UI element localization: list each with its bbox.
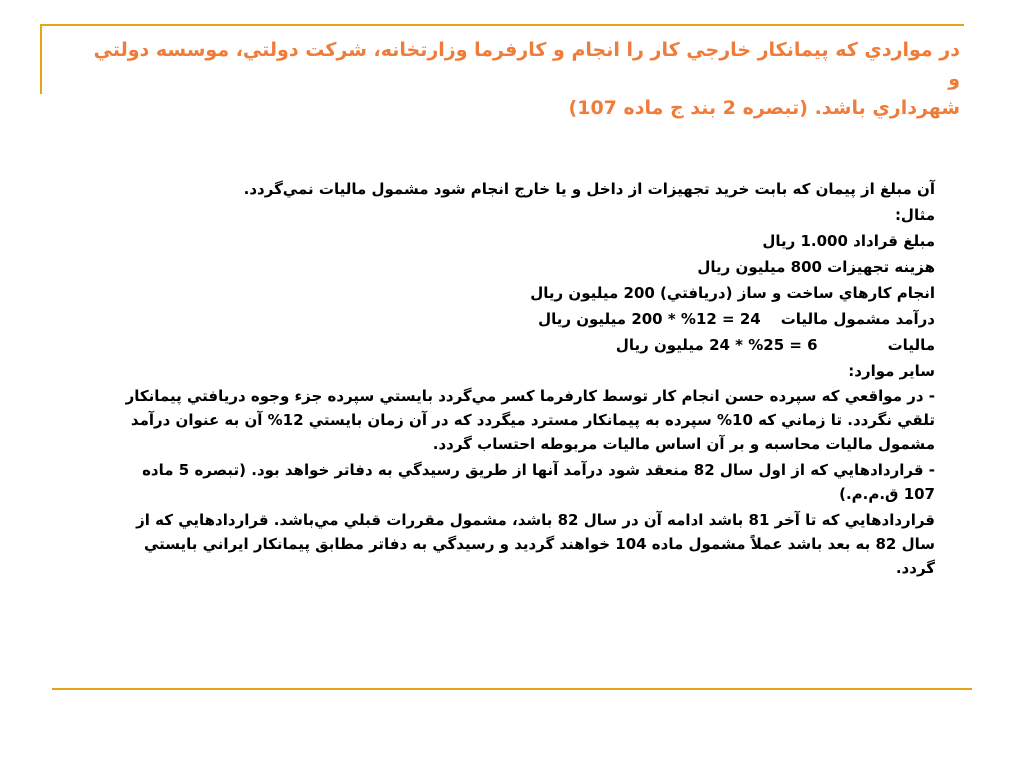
construction-work: انجام کارهاي ساخت و ساز (دريافتي) 200 ميليون ريال: [530, 284, 935, 302]
slide-body: [120, 176, 935, 582]
other-cases-label: ساير موارد:: [848, 362, 935, 380]
example-label: مثال:: [894, 206, 935, 224]
tax-calc: 6 = 25% * 24 ميليون ريال: [615, 336, 818, 354]
left-border-line: [40, 24, 42, 94]
equipment-cost: هزينه تجهيزات 800 ميليون ريال: [697, 258, 935, 276]
tax-label: ماليات: [887, 336, 935, 354]
case-old-contracts-paragraph: قراردادهايي که تا آخر 81 باشد ادامه آن در سال 82 باشد، مشمول مقررات قبلي مي‌باشد. قراردادهايي که از سال 82 به بعد باشد عملاً مشمول ماده 104 خواهند گرديد و رسيدگي به دفاتر مطابق پيمانکار ايراني بايستي گردد.: [136, 511, 935, 577]
top-border-line: [40, 24, 964, 26]
contract-amount: مبلغ قراداد 1.000 ريال: [762, 232, 935, 250]
taxable-income-calc: 24 = 12% * 200 ميليون ريال: [538, 310, 761, 328]
intro-text: آن مبلغ از پيمان که بابت خريد تجهيزات از داخل و يا خارج انجام شود مشمول ماليات نمي‌گردد.: [243, 180, 935, 198]
tax-row: [120, 332, 935, 358]
bottom-border-line: [52, 688, 972, 690]
title-line-1: در مواردي که پيمانکار خارجي کار را انجام و کارفرما وزارتخانه، شرکت دولتي، موسسه دولتي و: [93, 39, 960, 90]
title-line-2: شهرداري باشد. (تبصره 2 بند ج ماده 107): [568, 97, 960, 119]
taxable-income-row: [120, 306, 935, 332]
case-deposit-paragraph: - در مواقعي که سپرده حسن انجام کار توسط کارفرما کسر مي‌گردد بايستي سپرده جزء وجوه دريافتي پيمانکار تلقي نگردد. تا زماني که 10% سپرده به پيمانکار مسترد ميگردد که در آن زمان بايستي 12% آن به عنوان درآمد مشمول ماليات محاسبه و بر آن اساس ماليات مربوطه احتساب گردد.: [125, 387, 935, 453]
taxable-income-label: درآمد مشمول ماليات: [780, 310, 935, 328]
slide-title: [80, 36, 960, 123]
case-new-contracts-paragraph: - قراردادهايي که از اول سال 82 منعقد شود درآمد آنها از طريق رسيدگي به دفاتر خواهد بود. (تبصره 5 ماده 107 ق.م.م.): [142, 461, 935, 503]
